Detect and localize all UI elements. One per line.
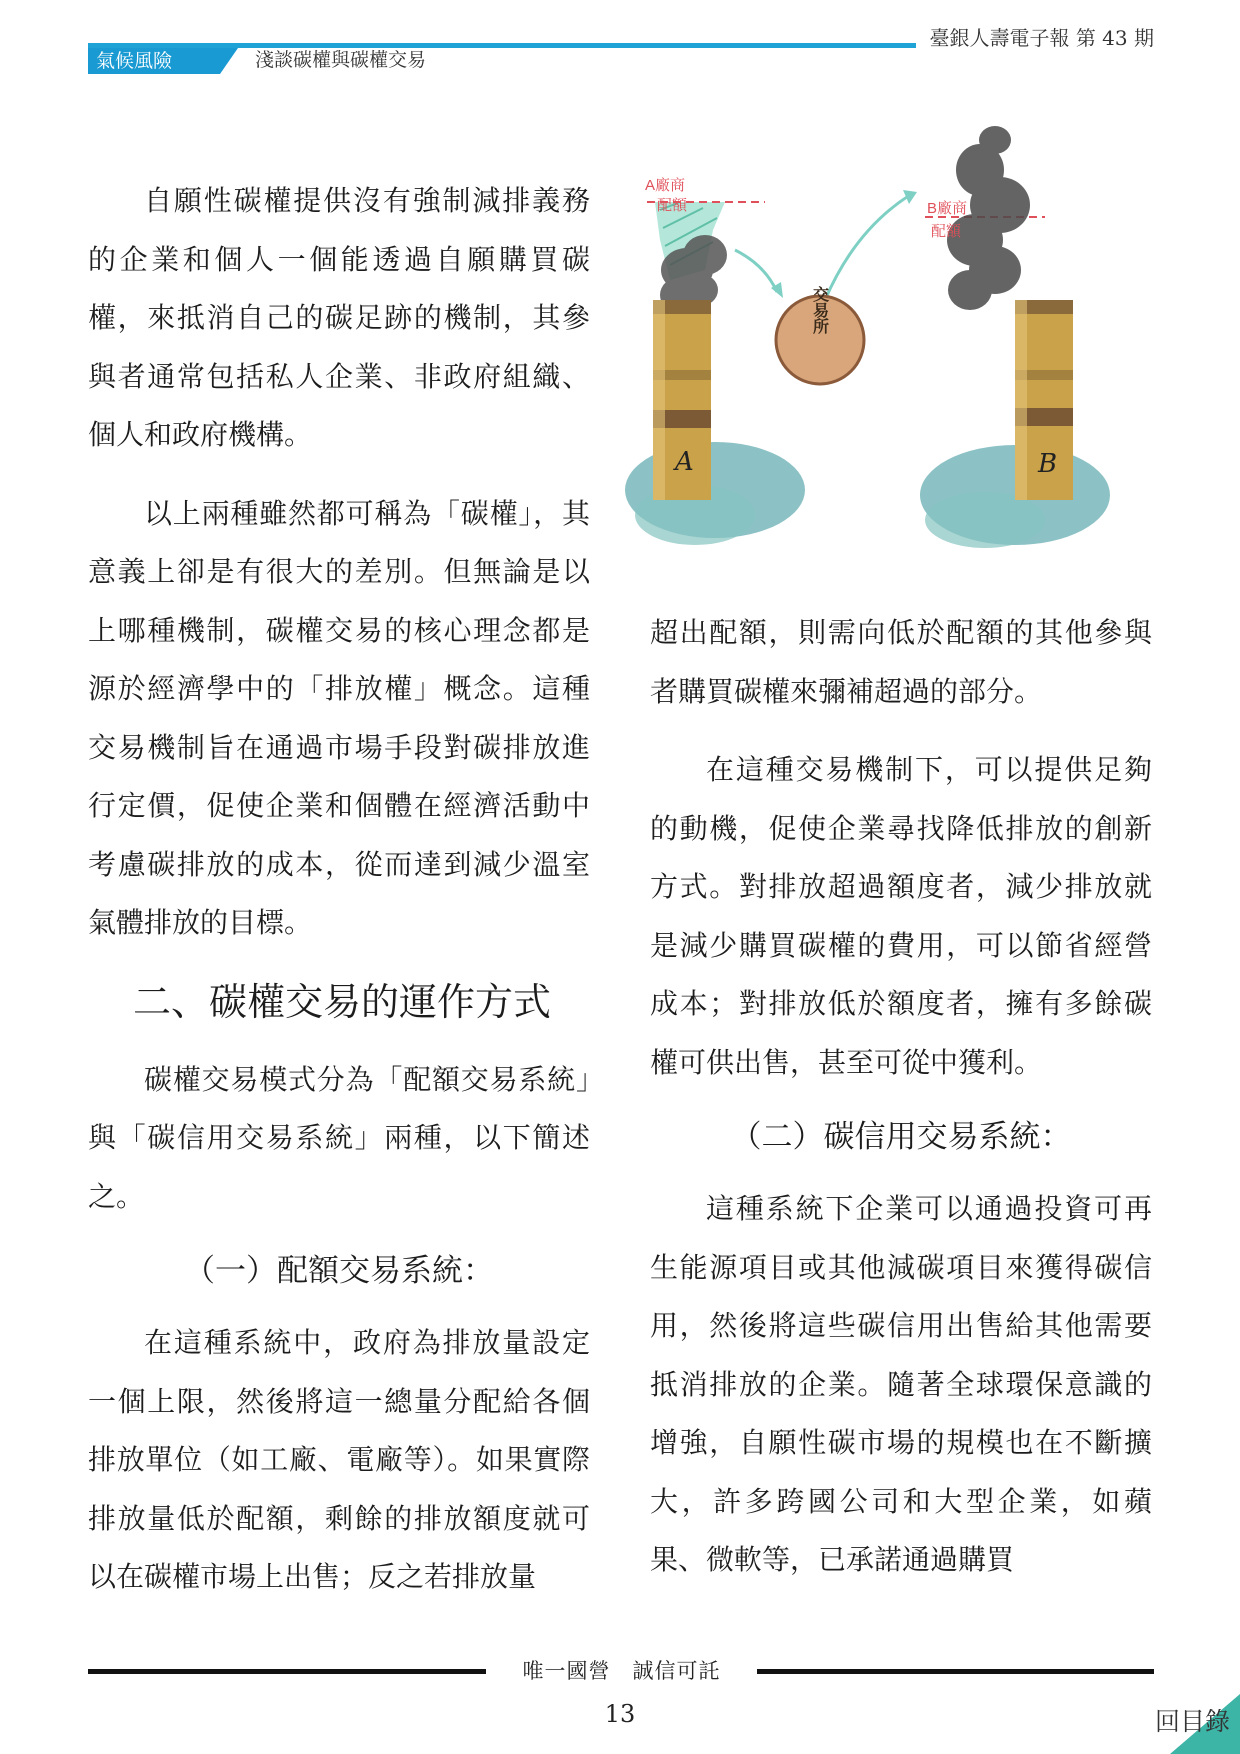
chimney-b-label: B [1038, 449, 1058, 479]
left-paragraph-2: 以上兩種雖然都可稱為「碳權」，其意義上卻是有很大的差別。但無論是以上哪種機制，碳權交易的核心理念都是源於經濟學中的「排放權」概念。這種交易機制旨在通過市場手段對碳排放進行定價，促使企業和個體在經濟活動中考慮碳排放的成本，從而達到減少溫室氣體排放的目標。 [88, 496, 590, 939]
footer-rule-right [757, 1669, 1154, 1674]
smoke-b [947, 126, 1030, 310]
footer-rule-left [88, 1669, 486, 1674]
right-paragraph-3: 這種系統下企業可以通過投資可再生能源項目或其他減碳項目來獲得碳信用，然後將這些碳信用出售給其他需要抵消排放的企業。隨著全球環保意識的增強，自願性碳市場的規模也在不斷擴大，許多跨國公司和大型企業，如蘋果、微軟等，已承諾通過購買 [650, 1192, 1152, 1576]
exchange-label: 交易所 [810, 286, 830, 334]
quota-a-label-2: 配額 [657, 197, 688, 214]
subheading-credit-system: （二）碳信用交易系統： [730, 1119, 1072, 1155]
chimney-a-label: A [675, 447, 694, 477]
left-column [88, 172, 590, 1607]
section-heading: 二、碳權交易的運作方式 [133, 979, 552, 1024]
left-paragraph-3: 碳權交易模式分為「配額交易系統」與「碳信用交易系統」兩種，以下簡述之。 [88, 1062, 590, 1213]
subheading-quota-system: （一）配額交易系統： [184, 1253, 494, 1289]
puddle-b-2 [925, 492, 1045, 548]
footer-motto: 唯一國營 誠信可託 [522, 1659, 721, 1683]
carbon-trading-illustration [625, 120, 1170, 570]
arrow-to-b [825, 195, 910, 300]
right-paragraph-1: 超出配額，則需向低於配額的其他參與者購買碳權來彌補超過的部分。 [650, 616, 1152, 708]
right-column [650, 604, 1152, 1590]
quota-a-label-1: A廠商 [645, 177, 686, 194]
left-paragraph-1: 自願性碳權提供沒有強制減排義務的企業和個人一個能透過自願購買碳權，來抵消自己的碳足跡的機制，其參與者通常包括私人企業、非政府組織、個人和政府機構。 [88, 184, 590, 451]
arrow-to-exchange [735, 250, 777, 292]
right-paragraph-2: 在這種交易機制下，可以提供足夠的動機，促使企業尋找降低排放的創新方式。對排放超過額度者，減少排放就是減少購買碳權的費用，可以節省經營成本；對排放低於額度者，擁有多餘碳權可供出售，甚至可從中獲利。 [650, 753, 1152, 1079]
section-tag [88, 48, 238, 74]
illustration-svg [625, 120, 1170, 570]
page-number: 13 [604, 1700, 636, 1728]
toc-link[interactable]: 回目錄 [1154, 1707, 1230, 1736]
article-subtitle: 淺談碳權與碳權交易 [255, 49, 427, 71]
issue-label: 臺銀人壽電子報 第 43 期 [929, 26, 1154, 50]
quota-b-label-1: B廠商 [927, 200, 968, 217]
left-paragraph-4: 在這種系統中，政府為排放量設定一個上限，然後將這一總量分配給各個排放單位（如工廠、電廠等）。如果實際排放量低於配額，剩餘的排放額度就可以在碳權市場上出售；反之若排放量 [88, 1326, 590, 1593]
section-tag-label: 氣候風險 [96, 50, 173, 72]
quota-b-label-2: 配額 [931, 223, 962, 240]
